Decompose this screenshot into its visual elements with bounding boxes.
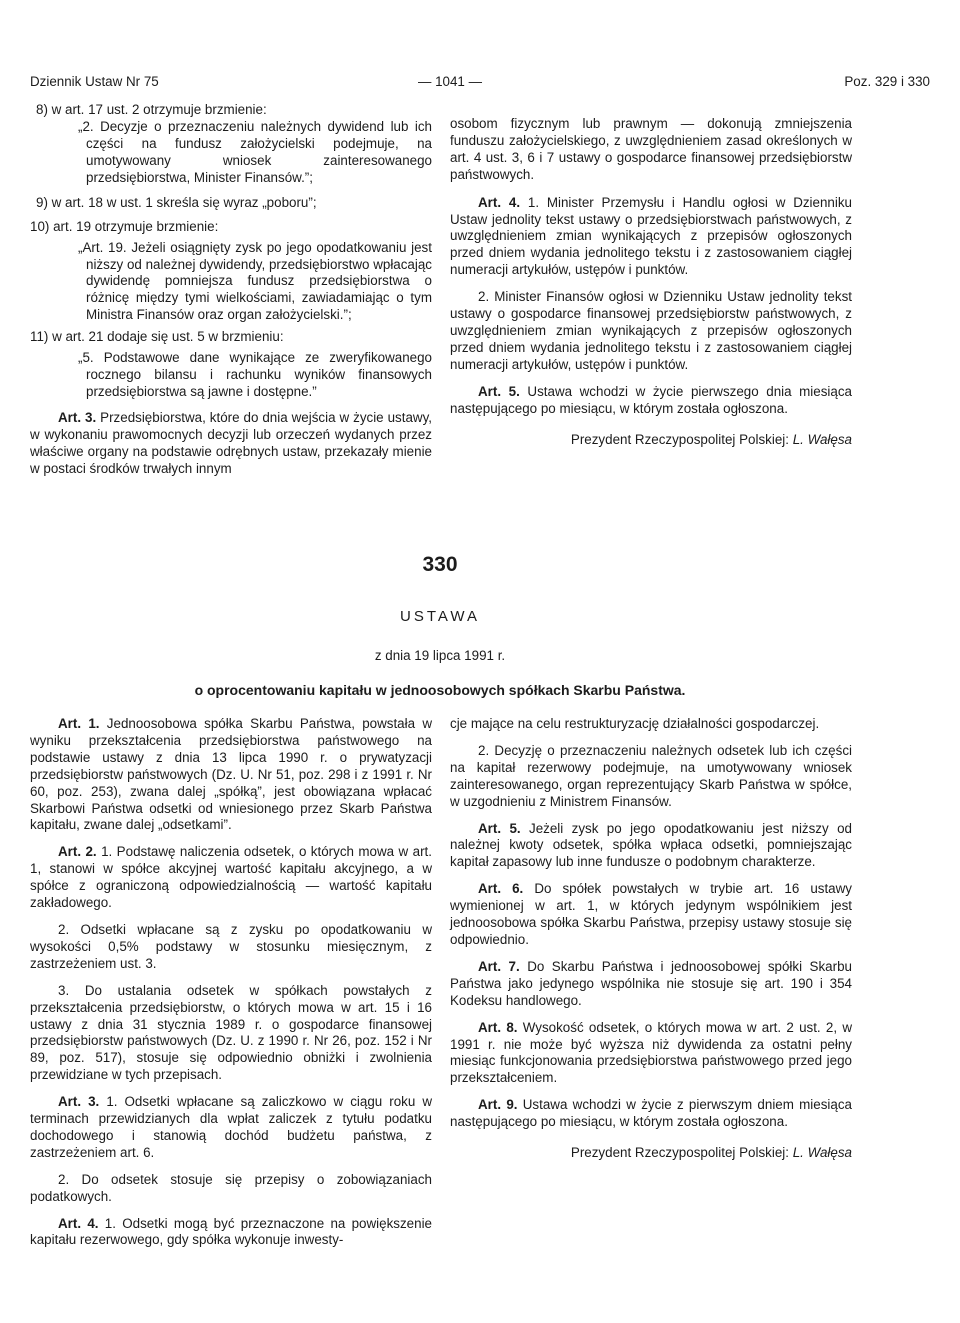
article-9-label: Art. 9.	[478, 1097, 518, 1113]
amendment-8: 8) w art. 17 ust. 2 otrzymuje brzmienie:	[36, 102, 267, 117]
art4-text: 1. Minister Przemysłu i Handlu ogłosi w Dzienniku Ustaw jednolity tekst ustawy o przedsiębiorstwach państwowych, z uwzględnieniem zmian wynikających z przepisów ogłoszonych przed dniem wydania jednolitego tekstu i z zastosowaniem ciągłej numeracji artykułów, ustępów i punktów.	[450, 194, 852, 278]
art5-paragraph	[450, 384, 852, 418]
art3-label: Art. 3.	[58, 409, 97, 425]
quote-5: „5. Podstawowe dane wynikające ze zweryfikowanego rocznego bilansu i rachunku wyników finansowych przedsiębiorstwa są jawne i dostępne.”	[78, 350, 432, 399]
prev-left-column	[30, 101, 432, 478]
signature-prefix: Prezydent Rzeczypospolitej Polskiej:	[570, 431, 789, 447]
act-type: USTAWA	[400, 608, 480, 625]
article-8-label: Art. 8.	[478, 1019, 518, 1035]
article-4-text: 1. Odsetki mogą być przeznaczone na powiększenie kapitału rezerwowego, gdy spółka wykonuje inwesty-	[30, 1215, 432, 1248]
article-2	[30, 844, 432, 912]
amendment-9: 9) w art. 18 w ust. 1 skreśla się wyraz „poboru”;	[36, 194, 317, 210]
article-2-label: Art. 2.	[58, 844, 97, 860]
art5-label: Art. 5.	[478, 383, 520, 399]
article-4-label: Art. 4.	[58, 1215, 99, 1231]
act-title: o oprocentowaniu kapitału w jednoosobowych spółkach Skarbu Państwa.	[194, 682, 686, 698]
article-7-text: Do Skarbu Państwa i jednoosobowej spółki Skarbu Państwa jako jedynego wspólnika nie stosuje się art. 190 i 354 Kodeksu handlowego.	[450, 958, 852, 1008]
article-3	[30, 1094, 432, 1162]
article-3-text: 1. Odsetki wpłacane są zaliczkowo w ciągu roku w terminach przewidzianych dla wpłat zaliczek z tytułu podatku dochodowego i stanowią dochód budżetu państwa, z zastrzeżeniem art. 6.	[30, 1094, 432, 1160]
article-1	[30, 716, 432, 834]
quote-art19	[78, 239, 432, 325]
prev-right-column	[450, 116, 852, 448]
article-2-section-2: 2. Odsetki wpłacane są z zysku po opodatkowaniu w wysokości 0,5% podstawy w stosunku miesięcznym, z zastrzeżeniem ust. 3.	[30, 921, 432, 971]
art19-label: „Art. 19.	[78, 239, 127, 255]
art19-text: Jeżeli osiągnięty zysk po jego opodatkowaniu jest niższy od należnej dywidendy, przedsiębiorstwo wpłacając dywidendę pomniejsza fundusz przedsiębiorstwa o różnicę między tymi wielkościami, zawiadamiając o tym Ministra Finansów oraz organ założycielski.”;	[86, 239, 432, 323]
signature-2-name: L. Wałęsa	[792, 1145, 852, 1161]
article-3-section-2: 2. Do odsetek stosuje się przepisy o zobowiązaniach podatkowych.	[30, 1171, 432, 1204]
article-6-text: Do spółek powstałych w trybie art. 16 ustawy wymienionej w art. 1, w których jedynym wspólnikiem jest jednoosobowa spółka Skarbu Państwa, przepisy ustawy stosuje się odpowiednio.	[450, 881, 852, 947]
signature	[450, 432, 852, 449]
article-7-label: Art. 7.	[478, 958, 520, 974]
act-date: z dnia 19 lipca 1991 r.	[374, 648, 506, 663]
article-3-label: Art. 3.	[58, 1094, 100, 1110]
article-5	[450, 821, 852, 872]
signature-name: L. Wałęsa	[792, 431, 852, 447]
page-number: — 1041 —	[417, 74, 482, 89]
continuation-paragraph-2: cje mające na celu restrukturyzację działalności gospodarczej.	[450, 716, 820, 731]
art4-label: Art. 4.	[478, 194, 521, 210]
act-number: 330	[422, 553, 458, 576]
article-9	[450, 1097, 852, 1131]
continuation-paragraph: osobom fizycznym lub prawnym — dokonują zmniejszenia funduszu założycielskiego, z uwzględnieniem zasad określonych w art. 4 ust. 3, 6 i 7 ustawy o gospodarce finansowej przedsiębiorstw państwowych.	[450, 116, 852, 182]
journal-title: Dziennik Ustaw Nr 75	[30, 74, 159, 89]
article-4-section-2: 2. Decyzję o przeznaczeniu należnych odsetek lub ich części na kapitał rezerwowy podejmuje, na umotywowany wniosek zainteresowanego, organ reprezentujący Skarb Państwa w spółce, w uzgodnieniu z Ministrem Finansów.	[450, 742, 852, 809]
art4-paragraph	[450, 195, 852, 280]
act-left-column	[30, 716, 432, 1249]
article-9-text: Ustawa wchodzi w życie z pierwszym dniem miesiąca następującego po miesiącu, w którym została ogłoszona.	[450, 1097, 852, 1130]
quote-2: „2. Decyzje o przeznaczeniu należnych dywidend lub ich części na fundusz założycielski podejmuje, na umotywowany wniosek zainteresowanego przedsiębiorstwa, Minister Finansów.”;	[78, 119, 432, 185]
article-5-text: Jeżeli zysk po jego opodatkowaniu jest niższy od należnej kwoty odsetek, spółka wpłaca odsetki, pomniejszając kapitał zapasowy lub inne fundusze o podobnym charakterze.	[450, 820, 852, 870]
amendment-11: 11) w art. 21 dodaje się ust. 5 w brzmieniu:	[30, 329, 284, 345]
art4-section-2: 2. Minister Finansów ogłosi w Dzienniku Ustaw jednolity tekst ustawy o gospodarce finansowej przedsiębiorstw państwowych, z uwzględnieniem zmian wynikających z przepisów ogłoszonych przed dniem wydania jednolitego tekstu i z zastosowaniem ciągłej numeracji artykułów, ustępów i punktów.	[450, 289, 852, 372]
art3-paragraph	[30, 410, 432, 478]
act-right-column	[450, 716, 852, 1162]
signature-2-prefix: Prezydent Rzeczypospolitej Polskiej:	[570, 1145, 789, 1161]
art3-text: Przedsiębiorstwa, które do dnia wejścia w życie ustawy, w wykonaniu prawomocnych decyzji lub orzeczeń wydanych przez właściwe organy na podstawie odrębnych ustaw, przekazały mienie w postaci środków trwałych innym	[30, 409, 432, 476]
article-8	[450, 1020, 852, 1088]
article-5-label: Art. 5.	[478, 820, 521, 836]
article-4	[30, 1216, 432, 1250]
position-number: Poz. 329 i 330	[844, 74, 930, 89]
article-6	[450, 881, 852, 949]
article-1-label: Art. 1.	[58, 716, 100, 731]
article-7	[450, 959, 852, 1010]
article-2-section-3: 3. Do ustalania odsetek w spółkach powstałych z przekształcenia przedsiębiorstw, o których mowa w art. 15 i 16 ustawy z dnia 31 stycznia 1989 r. o gospodarce finansowej przedsiębiorstw państwowych (Dz. U. z 1990 r. Nr 26, poz. 152 i Nr 89, poz. 517), stosuje się odpowiednio obniżki i zwolnienia przewidziane w tych przepisach.	[30, 982, 432, 1083]
article-1-text: Jednoosobowa spółka Skarbu Państwa, powstała w wyniku przekształcenia przedsiębiorstwa państwowego na podstawie ustawy z dnia 13 lipca 1990 r. o prywatyzacji przedsiębiorstw państwowych (Dz. U. Nr 51, poz. 298 i z 1991 r. Nr 60, poz. 253), zwana dalej „spółką”, jest obowiązana wpłacać Skarbowi Państwa odsetki od wniesionego przez Skarb Państwa kapitału, zwane dalej „odsetkami”.	[30, 716, 432, 833]
article-6-label: Art. 6.	[478, 881, 524, 897]
article-8-text: Wysokość odsetek, o których mowa w art. 2 ust. 2, w 1991 r. nie może być wyższa niż dywidenda za ostatni pełny miesiąc funkcjonowania przedsiębiorstwa państwowego przed jego przekształceniem.	[450, 1019, 852, 1086]
signature-2	[450, 1145, 852, 1162]
art5-text: Ustawa wchodzi w życie pierwszego dnia miesiąca następującego po miesiącu, w którym została ogłoszona.	[450, 383, 852, 416]
amendment-10: 10) art. 19 otrzymuje brzmienie:	[30, 218, 219, 234]
article-2-text: 1. Podstawę naliczenia odsetek, o których mowa w art. 1, stanowi w spółce akcyjnej wartość kapitału akcyjnego, a w spółce z ograniczoną odpowiedzialnością — wartość kapitału zakładowego.	[30, 844, 432, 911]
